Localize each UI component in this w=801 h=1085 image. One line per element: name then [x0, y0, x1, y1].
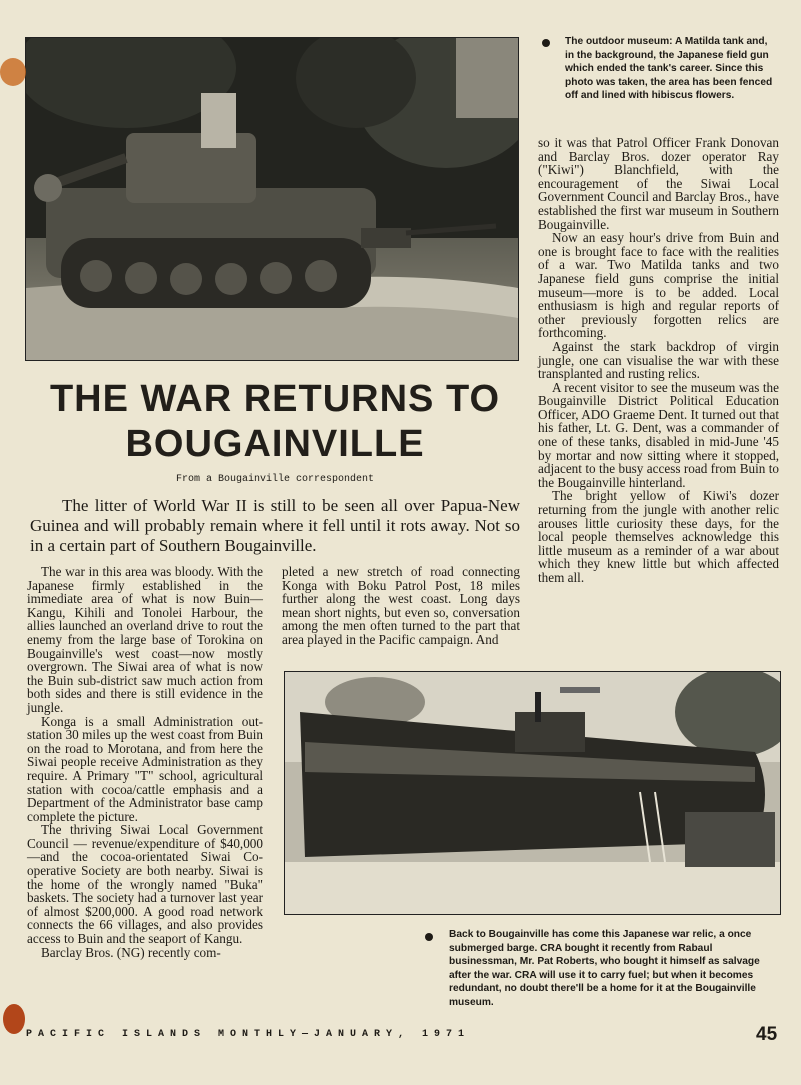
tank-photo — [25, 37, 519, 361]
col3-paragraph: so it was that Patrol Officer Frank Donovan and Barclay Bros. dozer operator Ray ("Kiwi") Blanchfield, with the encouragement of the Siwai Local Government Council and Barclay Bros., have established the first war museum in Southern Bougainville. — [538, 135, 779, 232]
col2-paragraph: pleted a new stretch of road connecting Konga with Boku Patrol Post, 18 miles further along the west coast. Long days mean short nights, but even so, conversation among the men often turned to the part that area played in the Pacific campaign. And — [282, 564, 520, 647]
col3-paragraph: Now an easy hour's drive from Buin and one is brought face to face with the realities of a war. Two Matilda tanks and two Japanese field guns comprise the initial museum—more is to be added. Local enthusiasm is high and regular reports of other previously forgotten relics are forthcoming. — [538, 230, 779, 341]
col3-paragraph: A recent visitor to see the museum was the Bougainville District Political Education Officer, ADO Graeme Dent. It turned out that his father, Lt. G. Dent, was a commander of one of these tanks, disabled in mid-June '45 by mortar and now sitting where it stopped, adjacent to the busy access road from Buin to the Bougainville hinterland. — [538, 379, 779, 490]
col3-paragraph: Against the stark backdrop of virgin jungle, one can visualise the war with these transplanted and rusting relics. — [538, 338, 779, 382]
col1-paragraph: Barclay Bros. (NG) recently com- — [41, 944, 221, 960]
barge-illustration — [285, 672, 780, 914]
column-3 — [538, 136, 779, 585]
byline: From a Bougainville correspondent — [175, 474, 375, 485]
lead-text: The litter of World War II is still to be seen all over Papua-New Guinea and will probably remain where it fell until it rots away. Not so in a certain part of Southern Bougainville. — [30, 496, 520, 555]
col1-paragraph: The thriving Siwai Local Government Council — revenue/expenditure of $40,000—and the cocoa-orientated Siwai Co-operative Society are both nearby. Siwai is the home of the wrongly named "Buka" baskets. The society had a turnover last year of almost $200,000. A good road network connects the 66 villages, and also provides access to Buin and the seaport of Kangu. — [27, 822, 263, 947]
column-2 — [282, 565, 520, 647]
column-1 — [27, 565, 263, 959]
col1-paragraph: The war in this area was bloody. With the Japanese firmly established in the immediate area of what is now Buin—Kangu, Kihili and Tonolei Harbour, the allies launched an overland drive to rout the enemy from the large base of Torokina on Bougainville's west coast—now mostly overgrown. The Siwai area of what is now the Buin sub-district saw much action from both sides and there is still evidence in the jungle. — [27, 564, 263, 715]
lead-paragraph — [30, 496, 520, 556]
headline-line2: BOUGAINVILLE — [125, 423, 425, 465]
caption-bullet — [542, 39, 550, 47]
caption-bullet — [425, 933, 433, 941]
headline-line1: THE WAR RETURNS TO — [49, 378, 501, 420]
col1-paragraph: Konga is a small Administration out-station 30 miles up the west coast from Buin on the road to Morotana, and from here the Siwai people receive Administration as they require. A Primary "T" school, agricultural station with cocoa/cattle emphasis and a Department of the Administrator base camp complete the picture. — [27, 713, 263, 824]
binding-mark — [0, 58, 26, 86]
caption-top: The outdoor museum: A Matilda tank and, in the background, the Japanese field gun which ended the tank's career. Since this photo was taken, the area has been fenced off and lined with hibiscus flowers. — [565, 36, 773, 102]
barge-photo — [284, 671, 781, 915]
tank-illustration — [26, 38, 518, 360]
binding-mark — [3, 1004, 25, 1034]
col3-paragraph: The bright yellow of Kiwi's dozer returning from the jungle with another relic arouses little curiosity these days, for the local people themselves acknowledge this little museum as a reminder of a war about which they knew little but which affected them all. — [538, 488, 779, 585]
caption-bottom: Back to Bougainville has come this Japanese war relic, a once submerged barge. CRA bought it recently from Rabaul businessman, Mr. Pat Roberts, who bought it himself as salvage after the war. CRA will use it to carry fuel; but when it becomes redundant, no doubt there'll be a home for it at the Bougainville museum. — [449, 929, 760, 1008]
page-number: 45 — [756, 1024, 778, 1045]
footer-masthead: PACIFIC ISLANDS MONTHLY—JANUARY, 1971 — [26, 1029, 471, 1040]
